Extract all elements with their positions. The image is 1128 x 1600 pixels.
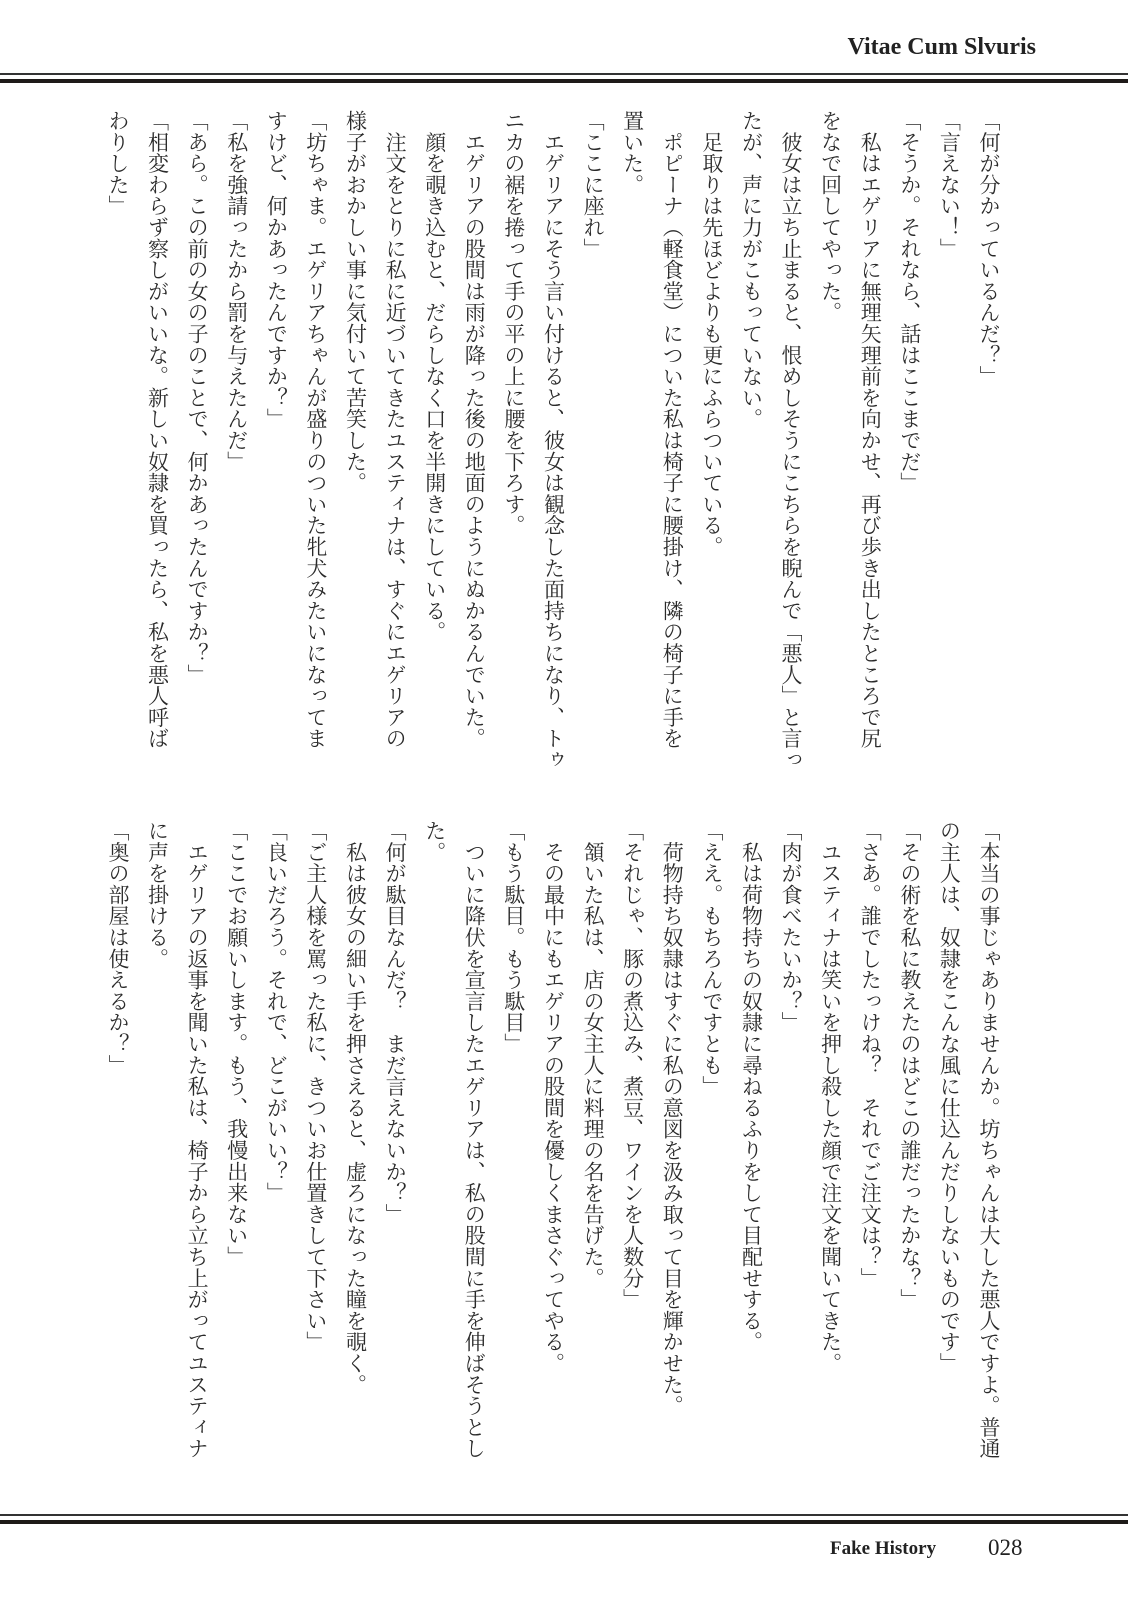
footer-rule-thick: [0, 1520, 1128, 1524]
text-line: 「肉が食べたいか？」: [779, 820, 804, 1033]
text-line: の主人は、奴隷をこんな風に仕込んだりしないものです」: [937, 820, 962, 1374]
text-line: 「あら。この前の女の子のことで、何かあったんですか？」: [185, 110, 210, 686]
text-line: ニカの裾を捲って手の平の上に腰を下ろす。: [501, 110, 526, 536]
text-line: 「言えない！」: [937, 110, 962, 260]
text-line: 「私を強請ったから罰を与えたんだ」: [224, 110, 249, 473]
text-line: 彼女は立ち止まると、恨めしそうにこちらを睨んで「悪人」と言っ: [779, 110, 804, 771]
text-line: た。: [422, 820, 447, 863]
text-line: 注文をとりに私に近づいてきたユスティナは、すぐにエゲリアの: [383, 110, 408, 749]
text-block-bottom: [97, 820, 1008, 1470]
text-line: 「ええ。もちろんですとも」: [699, 820, 724, 1097]
text-line: すけど、何かあったんですか？」: [264, 110, 289, 430]
text-line: 「相変わらず察しがいいな。新しい奴隷を買ったら、私を悪人呼ば: [145, 110, 170, 749]
running-title: Vitae Cum Slvuris: [847, 34, 1036, 60]
text-line: わりした」: [105, 110, 130, 217]
text-line: エゲリアの返事を聞いた私は、椅子から立ち上がってユスティナ: [185, 820, 210, 1459]
text-line: 私は荷物持ちの奴隷に尋ねるふりをして目配せする。: [739, 820, 764, 1353]
text-line: 足取りは先ほどよりも更にふらついている。: [699, 110, 724, 558]
text-line: 「そうか。それなら、話はここまでだ」: [897, 110, 922, 494]
text-line: 私は彼女の細い手を押さえると、虚ろになった瞳を覗く。: [343, 820, 368, 1396]
text-line: ユスティナは笑いを押し殺した顔で注文を聞いてきた。: [818, 820, 843, 1374]
page-number: 028: [988, 1535, 1023, 1560]
text-line: 置いた。: [620, 110, 645, 196]
text-line: 「さあ。誰でしたっけね？ それでご注文は？」: [858, 820, 883, 1289]
footer-rule-thin: [0, 1514, 1128, 1516]
text-line: 私はエゲリアに無理矢理前を向かせ、再び歩き出したところで尻: [858, 110, 883, 749]
text-line: 「その術を私に教えたのはどこの誰だったかな？」: [897, 820, 922, 1310]
text-line: ついに降伏を宣言したエゲリアは、私の股間に手を伸ばそうとし: [462, 820, 487, 1459]
text-line: 顔を覗き込むと、だらしなく口を半開きにしている。: [422, 110, 447, 643]
text-line: 「何が駄目なんだ？ まだ言えないか？」: [383, 820, 408, 1225]
text-line: 荷物持ち奴隷はすぐに私の意図を汲み取って目を輝かせた。: [660, 820, 685, 1417]
text-line: 頷いた私は、店の女主人に料理の名を告げた。: [581, 820, 606, 1289]
text-line: 「何が分かっているんだ？」: [977, 110, 1001, 387]
text-line: 「それじゃ、豚の煮込み、煮豆、ワインを人数分」: [620, 820, 645, 1310]
text-line: 「坊ちゃま。エゲリアちゃんが盛りのついた牝犬みたいになってま: [303, 110, 328, 749]
text-line: 「ここに座れ」: [581, 110, 606, 260]
text-line: エゲリアの股間は雨が降った後の地面のようにぬかるんでいた。: [462, 110, 487, 749]
text-line: をなで回してやった。: [818, 110, 843, 323]
text-block-top: [97, 110, 1008, 771]
header-rule-thin: [0, 73, 1128, 75]
footer-title: Fake History: [830, 1538, 937, 1559]
text-line: 「良いだろう。それで、どこがいい？」: [264, 820, 289, 1204]
text-line: 「奥の部屋は使えるか？」: [105, 820, 130, 1076]
text-line: に声を掛ける。: [145, 820, 170, 970]
header-rule-thick: [0, 79, 1128, 83]
text-line: 「ここでお願いします。もう、我慢出来ない」: [224, 820, 249, 1268]
text-line: たが、声に力がこもっていない。: [739, 110, 764, 430]
text-line: ポピーナ（軽食堂）についた私は椅子に腰掛け、隣の椅子に手を: [660, 110, 685, 749]
text-line: 「本当の事じゃありませんか。坊ちゃんは大した悪人ですよ。普通: [977, 820, 1001, 1459]
text-line: 「もう駄目。もう駄目」: [501, 820, 526, 1055]
text-line: その最中にもエゲリアの股間を優しくまさぐってやる。: [541, 820, 566, 1374]
text-line: エゲリアにそう言い付けると、彼女は観念した面持ちになり、トゥ: [541, 110, 566, 771]
text-line: 「ご主人様を罵った私に、きついお仕置きして下さい」: [303, 820, 328, 1353]
text-line: 様子がおかしい事に気付いて苦笑した。: [343, 110, 368, 494]
